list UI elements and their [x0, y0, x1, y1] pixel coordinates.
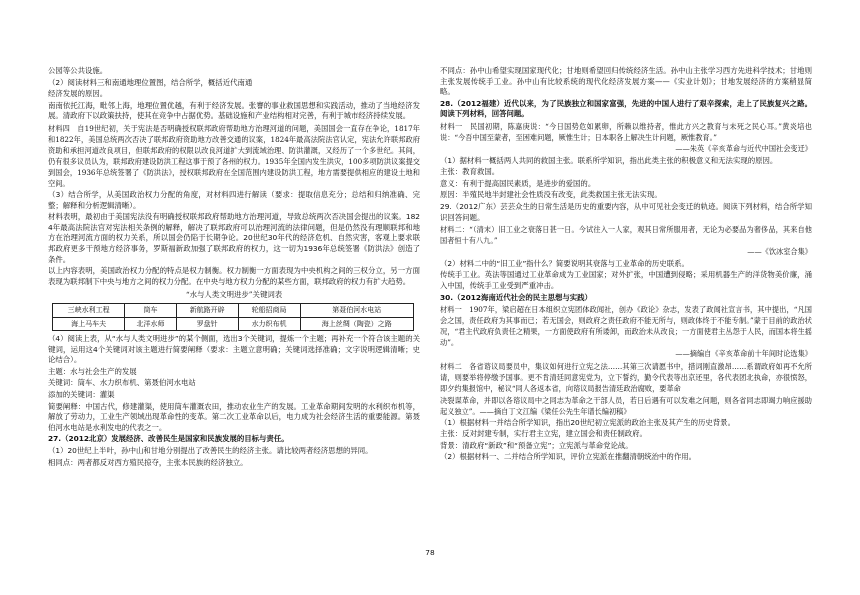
paragraph: 材料表明，最初由于美国宪法没有明确授权联邦政府帮助地方治理河道，导致总统两次否决国会提出的议案。1824年最高法院法官对宪法相关条例的解释，解决了联邦政府可以治理河流的法律问题，但是仍然没有理顺联邦和地方在治理河流方面的权力关系，所以国会仍陷于长期争论。20世纪30年代的经济危机、自然灾害，客观上要求联邦政府更多干预地方经济事务，罗斯福新政加强了联邦政府的权力，这一切为1936年总统签署《防洪法》创造了条件。 — [48, 212, 420, 264]
paragraph: 决裂谋革命，并即以各谘议局中之同志为革命之干部人员，若日后遇有可以发难之问题，则各省同志即竭力响应援助起义独立”。——摘自丁文江编《梁任公先生年谱长编初稿》 — [440, 395, 812, 416]
paragraph: 简要阐释：中国古代，修建灌渠，使用筒车灌溉农田，推动农业生产的发展。工业革命期间发明的水利织布机等，解放了劳动力，工业生产领域出现革命性的变革。第二次工业革命以后，电力成为社会经济生活的重要能源。第聂伯河水电站是水利发电的代表之一。 — [48, 401, 420, 432]
table-cell: 第聂伯河水电站 — [300, 303, 414, 317]
paragraph: 传统手工业。英法等国通过工业革命成为工业国家；对外扩张，中国遭到侵略；采用机器生产的洋货物美价廉，涌入中国，传统手工业受到严重冲击。 — [440, 270, 812, 290]
paragraph: （2）材料二中的“旧工业”指什么？简要说明其衰落与工业革命的历史联系。 — [440, 258, 689, 268]
table-cell: 海上马车夫 — [53, 317, 125, 331]
paragraph: （3）结合所学，从美国政治权力分配的角度，对材料四进行解读（要求：提取信息充分；总结和归纳准确、完整；解释和分析逻辑清晰）。 — [48, 189, 420, 210]
table-title: “水与人类文明进步”关键词表 — [185, 290, 283, 300]
table-cell: 新航路开辟 — [176, 303, 238, 317]
table-cell: 三峡水利工程 — [53, 303, 125, 317]
paragraph: 原因：半殖民地半封建社会性质没有改变，此类救国主张无法实现。 — [440, 190, 662, 200]
paragraph: 添加的关键词：灌渠 — [48, 390, 115, 400]
table-cell: 水力织布机 — [238, 317, 300, 331]
paragraph: 相同点：两者都反对西方殖民掠夺，主张本民族的经济独立。 — [48, 457, 248, 467]
page-number: 78 — [425, 548, 435, 557]
table-row — [53, 303, 414, 317]
paragraph: 27.（2012北京）发展经济、改善民生是国家和民族发展的目标与责任。 — [48, 434, 289, 444]
paragraph: 主张：教育救国。 — [440, 167, 500, 177]
paragraph: 南南依托江海，毗邻上海，地理位置优越，有利于经济发展。张謇的事业救国思想和实践活动，推动了当地经济发展。清政府下以政策扶持，使其在竞争中占据优势。基础设施和产业结构相对完善，有利于城市经济持续发展。 — [48, 100, 420, 121]
paragraph: 主题：水与社会生产的发展 — [48, 366, 137, 376]
paragraph: 意义：有利于提高国民素质，是进步的爱国的。 — [440, 178, 596, 188]
paragraph: （2）阅读材料三和南通地理位置图，结合所学，概括近代南通 — [48, 77, 253, 87]
paragraph: 经济发展的原因。 — [48, 89, 108, 99]
paragraph: 29.（2012广东）芸芸众生的日常生活是历史的重要内容，从中可见社会变迁的轨迹。阅读下列材料，结合所学知识回答问题。 — [440, 201, 812, 222]
keyword-table — [52, 303, 414, 331]
table-cell: 海上丝绸（陶瓷）之路 — [300, 317, 414, 331]
paragraph: 以上内容表明，美国政治权力分配的特点是权力制衡。权力制衡一方面表现为中央机构之间的三权分立，另一方面表现为联邦制下中央与地方之间的权力分配。在中央与地方权力分配的某些方面，联邦政府的权力有扩大趋势。 — [48, 266, 420, 286]
left-column — [48, 66, 420, 469]
source-citation: ——朱英《辛亥革命与近代中国社会变迁》 — [675, 143, 812, 153]
paragraph: 主张：反对封建专制，实行君主立宪，建立国会和责任制政府。 — [440, 429, 647, 439]
paragraph: （4）阅读上表，从“水与人类文明进步”的某个侧面，选出3个关键词，提炼一个主题；再补充一个符合该主题的关键词，运用这4个关键词对该主题进行简要阐释（要求：主题立意明确；关键词选择准确；文字说明逻辑清晰；史论结合）。 — [48, 334, 420, 365]
paragraph: 材料二 各省谘议局要员中，集议如何进行立宪之法……其第三次请愿书中，措词刚直激昂……系谓政府如再不允所请，则要举将停缴予国事。更不肯清廷同意宪党为，立下誓约，勤令代表等出京还里，各代表团北执命，亦很愤怒，即夕约集报馆中，秘议“同人各返本省，向谘议局报告清廷政治腐败，要革命 — [440, 361, 812, 393]
source-citation: ——摘编自《辛亥革命前十年间时论选集》 — [675, 349, 812, 359]
paragraph: 背景：清政府“新政”和“预备立宪”；立宪派与革命党论战。 — [440, 440, 633, 450]
table-row — [53, 317, 414, 331]
table-cell: 罗盘针 — [176, 317, 238, 331]
table-cell: 北洋水师 — [125, 317, 177, 331]
paragraph: 材料二：“（清末）旧工业之衰落日甚一日。今试往入一人家，观其日常所服用者，无论为必要品为奢侈品，其来自他国者恒十有八九。” — [440, 225, 812, 246]
paragraph: 材料四 自19世纪初，关于宪法是否明确授权联邦政府帮助地方治理河道的问题，美国国会一直存在争论，1817年和1822年，美国总统两次否决了联邦政府资助地方改善交通的议案，1824年最高法院法官认定，宪法允许联邦政府资助和承担河道改良项目，但联邦政府的权限以改良河道扩大到流域治理、防洪灌溉，又经历了一个多世纪。其间，仍有很多议员认为，联邦政府建设防洪工程这事于预了各州的权力。1935年全国内发生洪灾，100多项防洪议案提交到国会，1936年总统签署了《防洪法》，授权联邦政府在全国范围内建设防洪工程，地方需要提供相应的建设土地和空间。 — [48, 123, 420, 188]
paragraph: 公园等公共设施。 — [48, 66, 108, 75]
right-column — [440, 66, 812, 464]
source-citation: ——《饮冰室合集》 — [747, 247, 812, 257]
paragraph: 28.（2012福建）近代以来，为了民族独立和国家富强，先进的中国人进行了艰辛探索，走上了民族复兴之路。阅读下列材料，回答问题。 — [440, 98, 812, 119]
paragraph: （1）据材料一概括两人共同的救国主张。联系所学知识，指出此类主张的积极意义和无法实现的原因。 — [440, 155, 778, 165]
paragraph: （1）20世纪上半叶，孙中山和甘地分别提出了改善民生的经济主张。请比较两者经济思想的异同。 — [48, 446, 373, 456]
table-cell: 筒车 — [125, 303, 177, 317]
paragraph: 材料一 民国初期，陈嘉庚说：“今日国势危如累卵，所赖以维持者，惟此方兴之教育与未死之民心耳。”黄炎培也说：“今吾中国至蒙者，至困难问题，厥惟生计；日本职各上解决生计问题，厥惟教育。” — [440, 121, 812, 142]
paragraph: （2）根据材料一、二并结合所学知识，评价立宪派在推翻清朝统治中的作用。 — [440, 452, 696, 462]
paragraph: 30.（2012海南近代社会的民主思想与实践） — [440, 292, 592, 302]
table-cell: 轮船招商局 — [238, 303, 300, 317]
paragraph: 关键词：筒车、水力织布机、第聂伯河水电站 — [48, 378, 196, 388]
paragraph: 不同点：孙中山希望实现国家现代化；甘地则希望回归传统经济生活。孙中山主张学习西方先进科学技术；甘地则主张发展传统手工业。孙中山有比较系统的现代化经济发展方案——《实业计划》；甘地发展经济的方案稍显简略。 — [440, 66, 812, 97]
paragraph: （1）根据材料一并结合所学知识，指出20世纪初立宪派的政治主张及其产生的历史背景。 — [440, 417, 735, 427]
paragraph: 材料一 1907年，梁启超在日本组织立宪团体政闻社，创办《政论》杂志，发表了政闻社宣言书，其中提出，“凡国会之国，责任政府为其事而已；若无国会，则政府之责任政府不能无所与，则政体终于不能专制。”蒙于目前的政治状况，“君主代政府负责任之精果，一方面使政府有所诿卸，而政治未从改良；一方面使君主丛怨于人民，而国本将生摇动”。 — [440, 305, 812, 348]
